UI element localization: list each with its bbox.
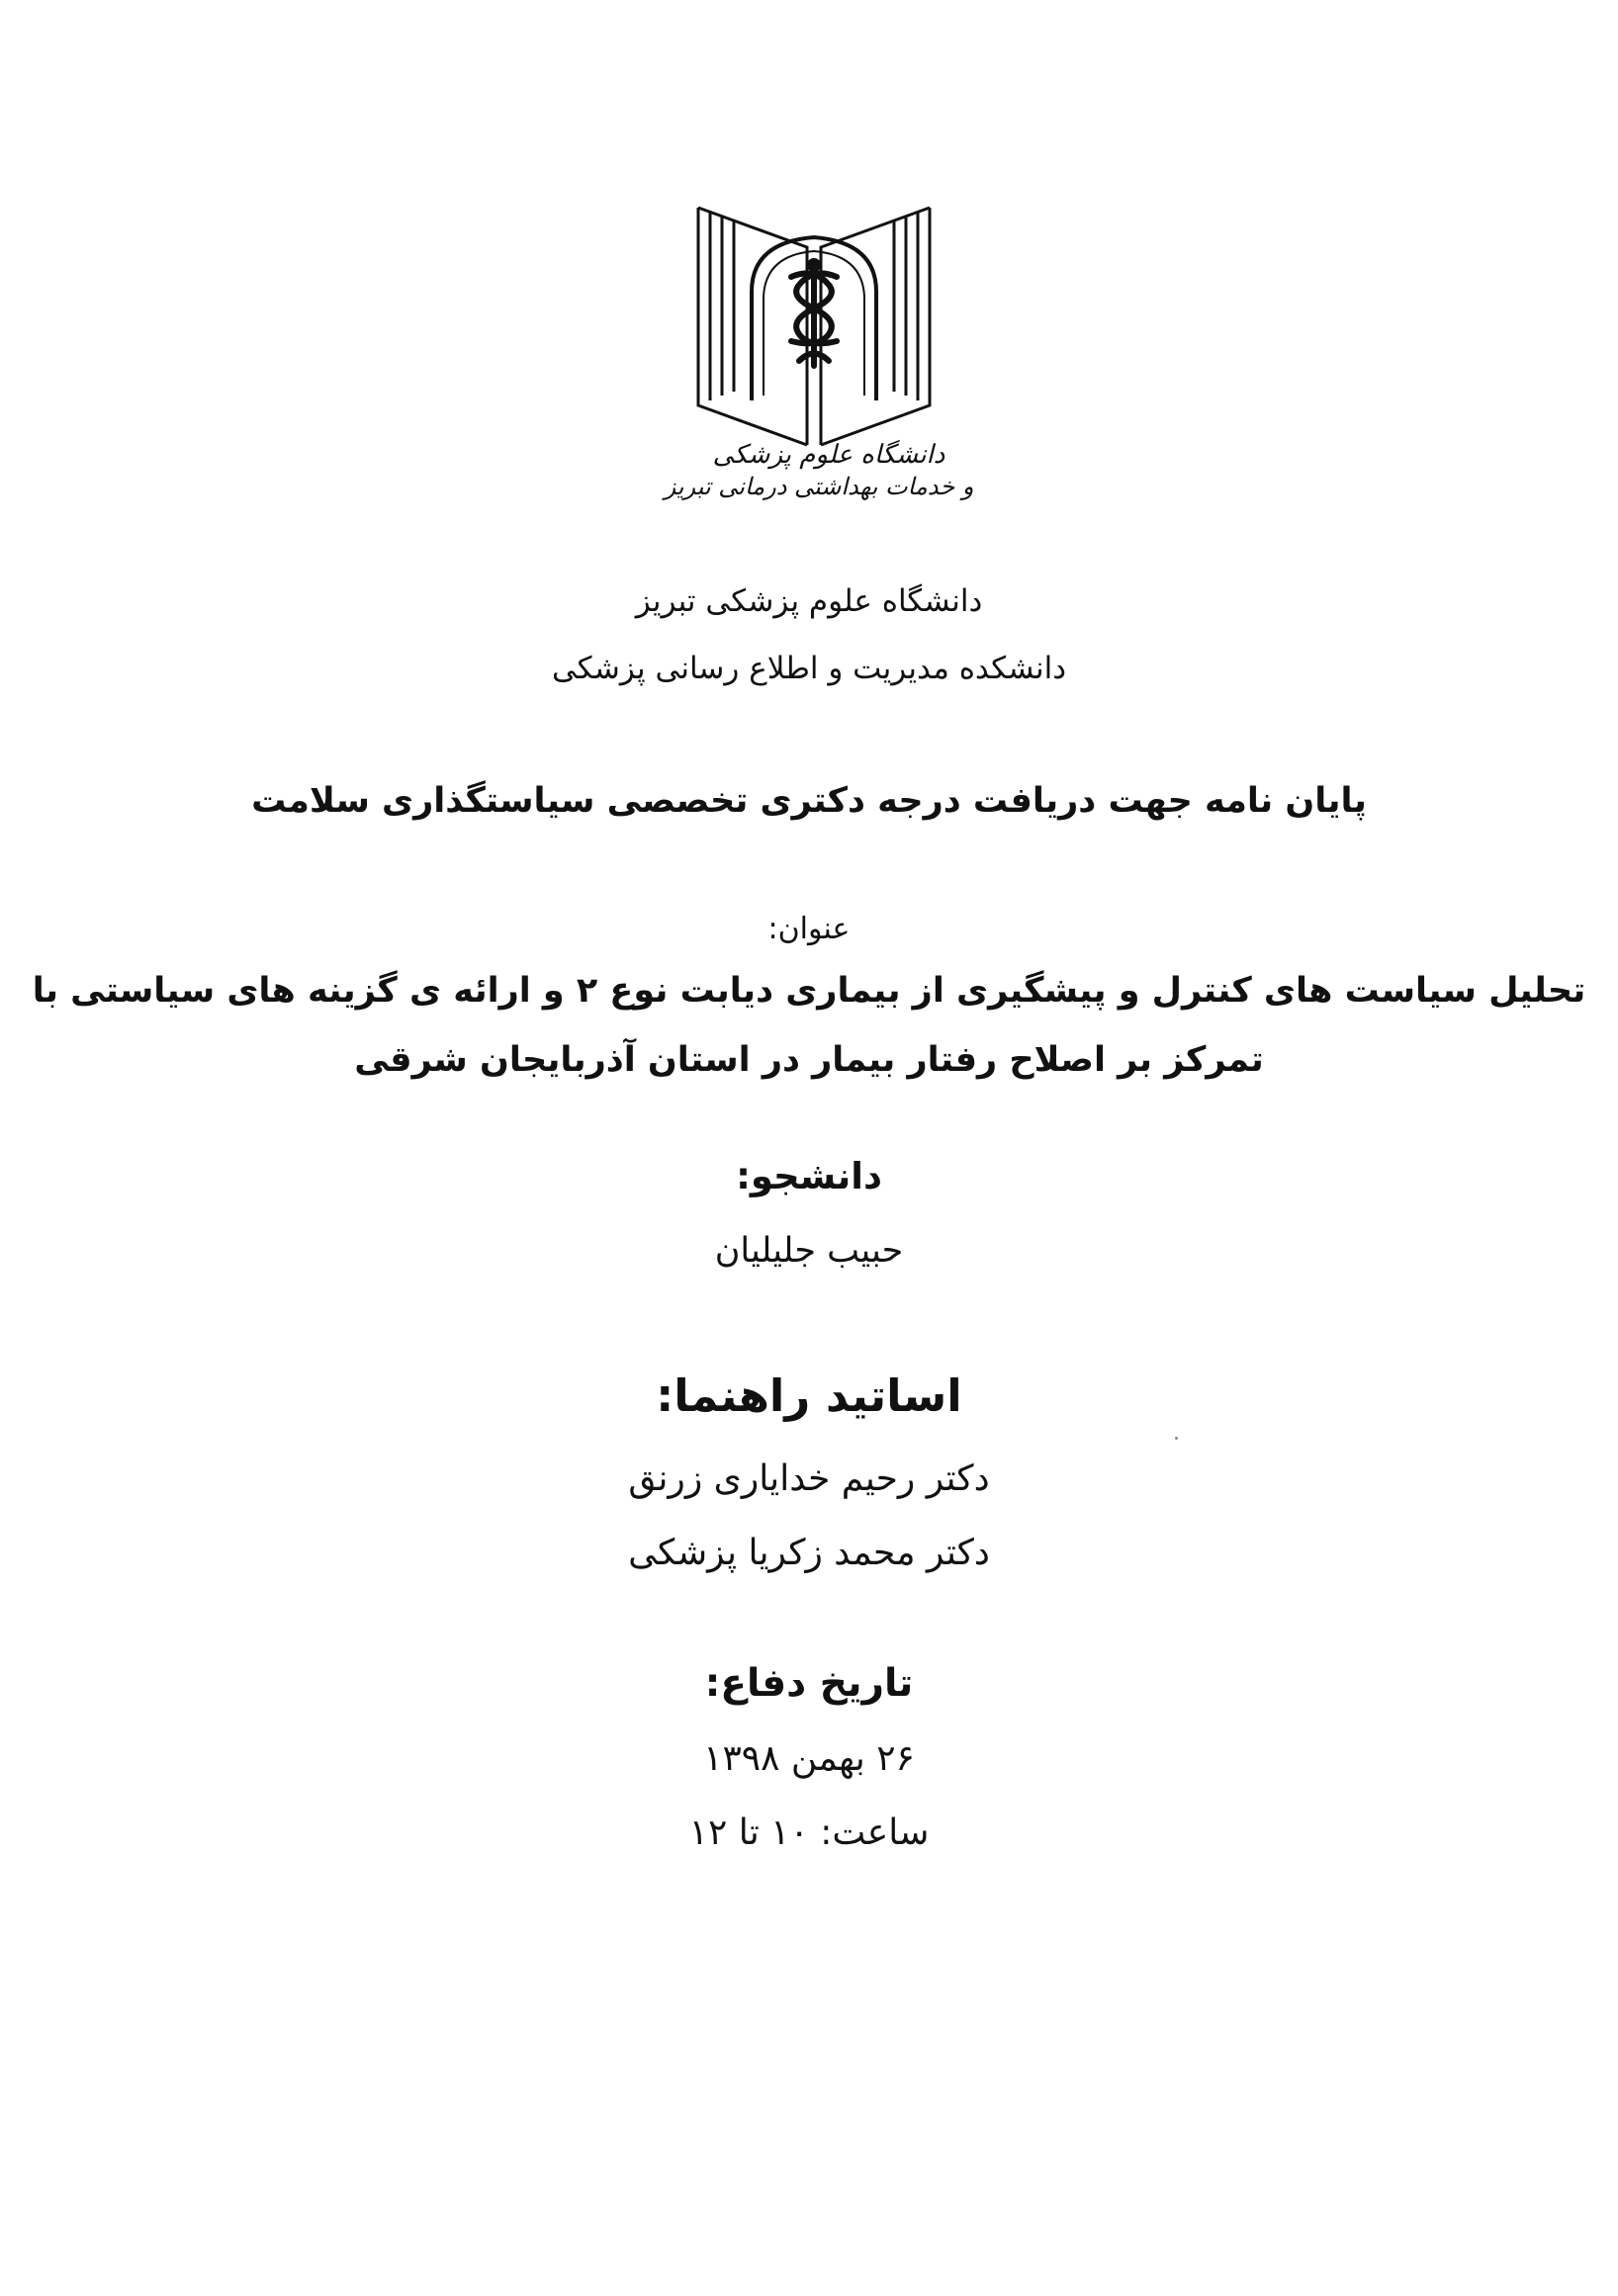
faculty-name: دانشکده مدیریت و اطلاع رسانی پزشکی — [551, 651, 1067, 686]
university-logo — [664, 198, 974, 504]
university-name: دانشگاه علوم پزشکی تبریز — [635, 583, 983, 619]
defense-date: ۲۶ بهمن ۱۳۹۸ — [703, 1738, 915, 1779]
defense-date-label: تاریخ دفاع: — [704, 1661, 914, 1706]
defense-time: ساعت: ۱۰ تا ۱۲ — [688, 1812, 930, 1853]
university-book-caduceus-icon — [664, 198, 974, 504]
degree-statement: پایان نامه جهت دریافت درجه دکتری تخصصی سیاستگذاری سلامت — [251, 781, 1367, 821]
logo-caption-line-2: و خدمات بهداشتی درمانی تبریز — [664, 473, 974, 500]
advisor-name: دکتر محمد زکریا پزشکی — [628, 1533, 990, 1573]
title-label: عنوان: — [767, 912, 851, 946]
advisors-label: اساتید راهنما: — [656, 1369, 962, 1422]
logo-caption-line-1: دانشگاه علوم پزشکی — [712, 440, 945, 470]
student-name: حبیب جلیلیان — [714, 1231, 904, 1271]
student-label: دانشجو: — [736, 1155, 882, 1197]
advisor-name: دکتر رحیم خدایاری زرنق — [628, 1458, 990, 1499]
scan-speck — [1175, 1437, 1178, 1440]
thesis-title-line-2: تمرکز بر اصلاح رفتار بیمار در استان آذربایجان شرقی — [354, 1040, 1264, 1080]
thesis-title-line-1: تحلیل سیاست های کنترل و پیشگیری از بیماری دیابت نوع ۲ و ارائه ی گزینه های سیاستی با — [32, 971, 1586, 1011]
